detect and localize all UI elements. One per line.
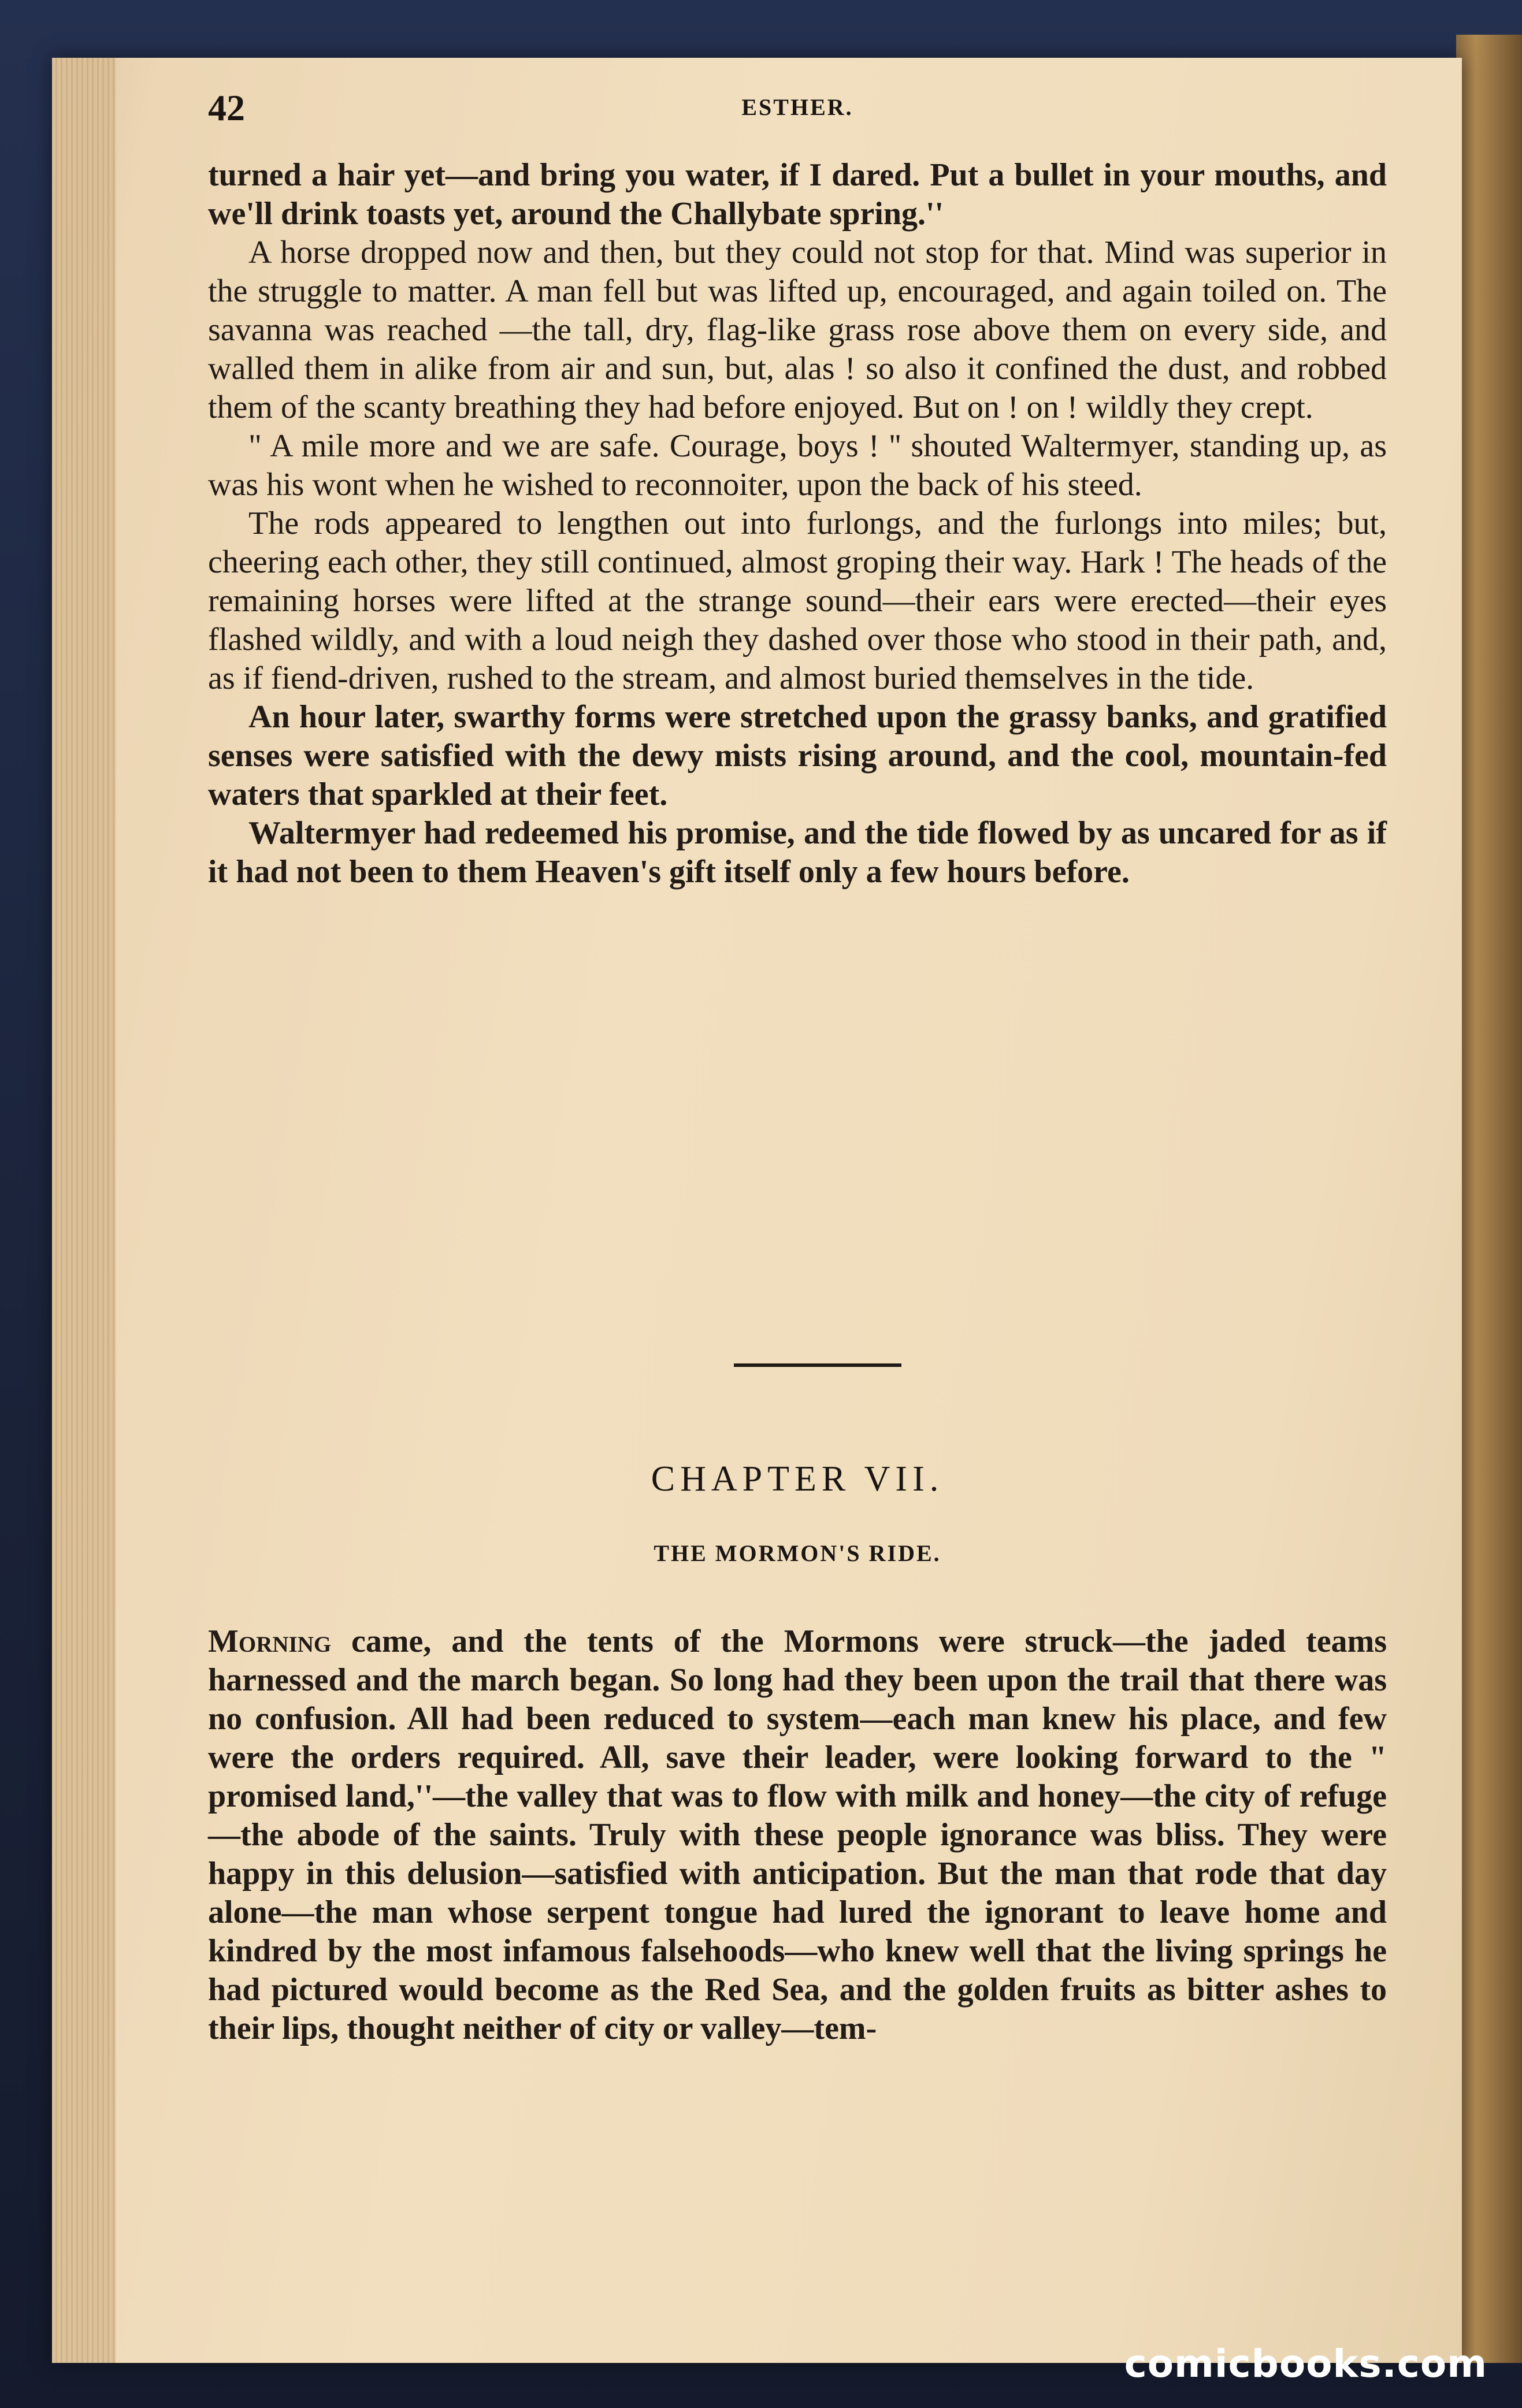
page-number: 42 (208, 87, 245, 128)
chapter-paragraph (208, 1622, 1387, 2048)
watermark: comicbooks.com (1124, 2342, 1487, 2386)
chapter-text (208, 1622, 1387, 2048)
chapter-lead-word: Morning (208, 1623, 332, 1659)
running-title: ESTHER. (741, 94, 853, 120)
paragraph: " A mile more and we are safe. Courage, boys ! '' shouted Waltermyer, standing up, as was his wont when he wished to reconnoiter, upon the back of his steed. (208, 428, 1387, 503)
book-edge (1456, 35, 1522, 2363)
paragraph: An hour later, swarthy forms were stretched upon the grassy banks, and gratified senses were satisfied with the dewy mists rising around, and the cool, mountain-fed waters that sparkled at their feet. (208, 699, 1387, 812)
chapter-heading: CHAPTER VII. (651, 1459, 944, 1499)
page-stack-edges (52, 58, 116, 2363)
chapter-paragraph-text: came, and the tents of the Mormons were struck—the jaded teams harnessed and the march began. So long had they been upon the trail that there was no confusion. All had been reduced to system—each man knew his place, and few were the orders required. All, save their leader, were looking forward to the " promised land,''—the valley that was to flow with milk and honey—the city of refuge—the abode of the saints. Truly with these people ignorance was bliss. They were happy in this delusion—satisfied with anticipation. But the man that rode that day alone—the man whose serpent tongue had lured the ignorant to leave home and kindred by the most infamous falsehoods—who knew well that the living springs he had pictured would become as the Red Sea, and the golden fruits as bitter ashes to their lips, thought neither of city or valley—tem- (208, 1623, 1387, 2046)
paragraph: Waltermyer had redeemed his promise, and the tide flowed by as uncared for as if it had not been to them Heaven's gift itself only a few hours before. (208, 815, 1387, 890)
body-text (208, 156, 1387, 891)
paragraph: turned a hair yet—and bring you water, if I dared. Put a bullet in your mouths, and we'll drink toasts yet, around the Challybate spring.'' (208, 157, 1387, 232)
paragraph: A horse dropped now and then, but they could not stop for that. Mind was superior in the struggle to matter. A man fell but was lifted up, encouraged, and again toiled on. The savanna was reached —the tall, dry, flag-like grass rose above them on every side, and walled them in alike from air and sun, but, alas ! so also it confined the dust, and robbed them of the scanty breathing they had before enjoyed. But on ! on ! wildly they crept. (208, 235, 1387, 425)
chapter-subtitle: THE MORMON'S RIDE. (654, 1540, 941, 1566)
paragraph: The rods appeared to lengthen out into furlongs, and the furlongs into miles; but, cheering each other, they still continued, almost groping their way. Hark ! The heads of the remaining horses were lifted at the strange sound—their ears were erected—their eyes flashed wildly, and with a loud neigh they dashed over those who stood in their path, and, as if fiend-driven, rushed to the stream, and almost buried themselves in the tide. (208, 506, 1387, 696)
running-head (208, 87, 1387, 139)
section-divider (734, 1363, 901, 1367)
